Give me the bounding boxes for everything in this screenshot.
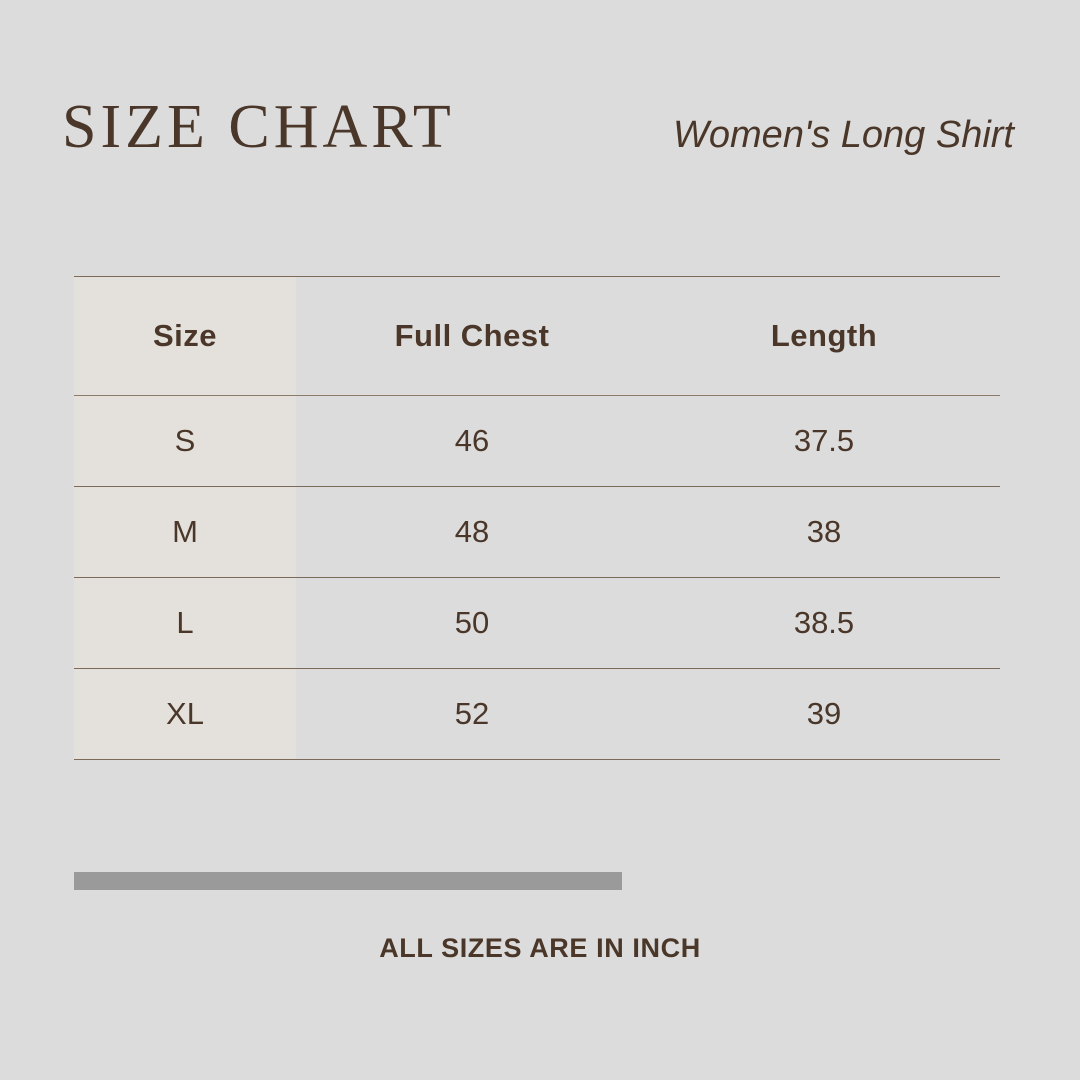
cell-length: 38 [648,487,1000,578]
size-table-wrapper [74,276,1000,760]
table-header [74,277,1000,396]
cell-full-chest: 50 [296,578,648,669]
column-header-size: Size [74,277,296,396]
cell-size: L [74,578,296,669]
column-header-full-chest: Full Chest [296,277,648,396]
cell-length: 37.5 [648,396,1000,487]
table-header-row [74,277,1000,396]
cell-full-chest: 46 [296,396,648,487]
cell-length: 38.5 [648,578,1000,669]
table-row [74,669,1000,760]
cell-size: S [74,396,296,487]
column-header-length: Length [648,277,1000,396]
header [62,93,1018,186]
page-subtitle: Women's Long Shirt [673,114,1014,156]
cell-length: 39 [648,669,1000,760]
decorative-rule [74,872,622,890]
table-row [74,487,1000,578]
cell-size: XL [74,669,296,760]
cell-size: M [74,487,296,578]
table-row [74,578,1000,669]
cell-full-chest: 48 [296,487,648,578]
cell-full-chest: 52 [296,669,648,760]
size-table [74,276,1000,760]
page-title: SIZE CHART [62,93,455,161]
unit-note: ALL SIZES ARE IN INCH [379,933,701,963]
table-row [74,396,1000,487]
table-body [74,396,1000,760]
